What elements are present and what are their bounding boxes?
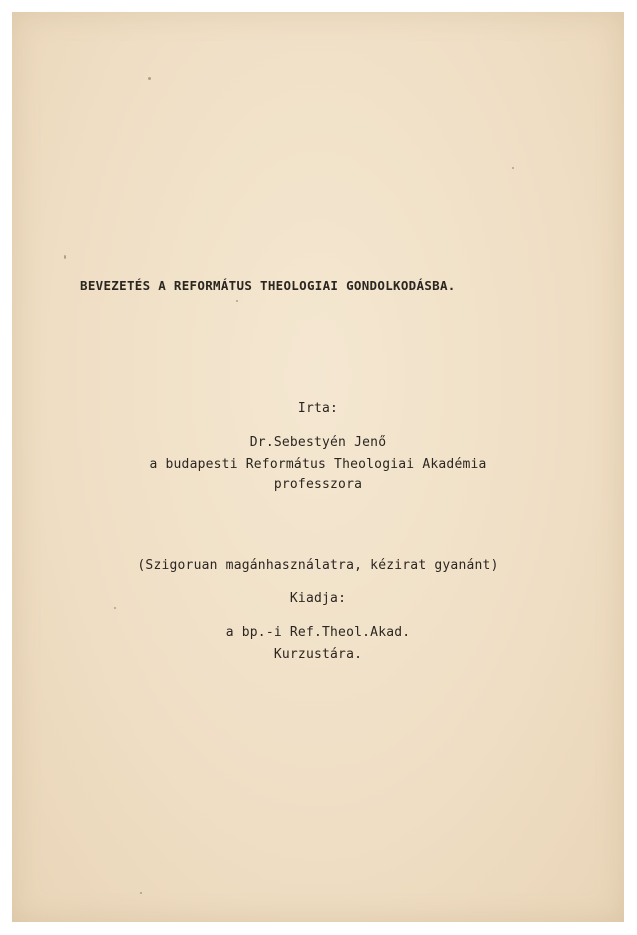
paper-speck (512, 167, 514, 169)
document-title: BEVEZETÉS A REFORMÁTUS THEOLOGIAI GONDOLKODÁSBA. (80, 278, 456, 293)
publisher-label: Kiadja: (289, 591, 347, 606)
publisher-name: a bp.-i Ref.Theol.Akad. (225, 625, 411, 640)
paper-speck (148, 77, 151, 80)
paper-speck (114, 607, 116, 609)
author-name: Dr.Sebestyén Jenő (249, 435, 387, 450)
paper-speck (140, 892, 142, 894)
usage-note: (Szigoruan magánhasználatra, kézirat gyanánt) (137, 558, 499, 573)
author-label: Irta: (297, 401, 339, 416)
paper-speck (64, 255, 66, 259)
author-position: professzora (273, 477, 363, 492)
publisher-unit: Kurzustára. (273, 647, 363, 662)
document-page (12, 12, 624, 922)
paper-speck (236, 300, 238, 302)
author-affiliation: a budapesti Református Theologiai Akadémia (149, 457, 487, 472)
